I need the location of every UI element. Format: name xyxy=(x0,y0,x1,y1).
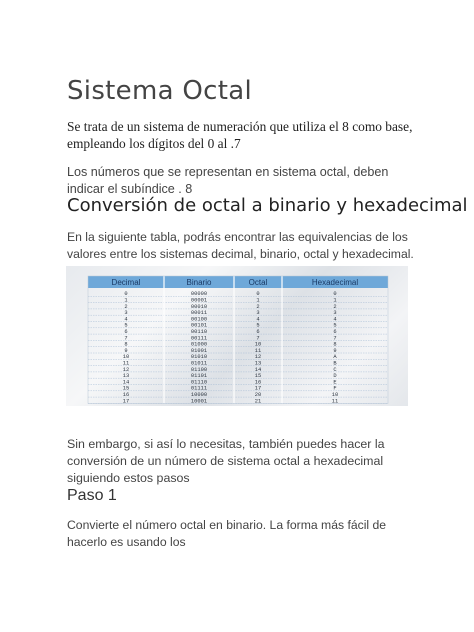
table-cell: 00100 xyxy=(190,316,208,323)
table-cell: 01111 xyxy=(190,385,208,392)
equivalence-table-image xyxy=(66,266,408,406)
table-cell: 5 xyxy=(256,322,260,329)
table-cell: 20 xyxy=(254,392,262,398)
table-cell: 16 xyxy=(122,392,130,398)
table-cell: 1 xyxy=(333,297,337,304)
table-cell: 4 xyxy=(256,316,260,323)
table-cell: 01101 xyxy=(190,373,208,380)
table-cell: 01010 xyxy=(190,354,208,361)
table-cell: 2 xyxy=(333,303,337,310)
table-cell: 00111 xyxy=(190,335,208,342)
table-cell: 17 xyxy=(122,398,130,405)
table-cell: 7 xyxy=(124,335,128,342)
table-cell: 00101 xyxy=(190,322,208,329)
table-cell: 10 xyxy=(254,341,262,348)
table-cell: 9 xyxy=(333,347,337,354)
table-cell: 6 xyxy=(333,329,337,335)
table-cell: 4 xyxy=(124,316,128,323)
table-cell: 00001 xyxy=(190,297,208,304)
table-cell: 10000 xyxy=(190,392,208,398)
subindex-paragraph: Los números que se representan en sistema octal, deben indicar el subíndice . 8 xyxy=(67,165,389,196)
table-header-1: Binario xyxy=(186,278,212,287)
table-border xyxy=(88,276,388,403)
table-cell: 8 xyxy=(124,341,128,348)
table-cell: 5 xyxy=(333,322,337,329)
table-cell: 4 xyxy=(333,316,337,323)
table-header-2: Octal xyxy=(248,278,268,287)
intro-paragraph: Se trata de un sistema de numeración que utiliza el 8 como base, empleando los dígitos del 0 al .7 xyxy=(67,119,413,151)
table-cell: 00110 xyxy=(190,329,208,335)
table-cell: 14 xyxy=(122,379,130,386)
table-cell: 1 xyxy=(256,297,260,304)
table-cell: 12 xyxy=(122,366,130,373)
table-header-3: Hexadecimal xyxy=(311,278,359,287)
table-cell: 11 xyxy=(254,347,262,354)
table-cell: 2 xyxy=(124,303,128,310)
table-cell: 3 xyxy=(256,310,260,317)
table-cell: 14 xyxy=(254,366,262,373)
table-cell: 17 xyxy=(254,385,262,392)
table-cell: 10 xyxy=(122,354,130,361)
table-cell: 0 xyxy=(256,291,260,298)
table-cell: E xyxy=(333,379,337,386)
table-cell: 3 xyxy=(124,310,128,317)
table-cell: 13 xyxy=(254,360,262,367)
sin-embargo-paragraph: Sin embargo, si así lo necesitas, también puedes hacer la conversión de un número de sistema octal a hexadecimal siguiendo estos pasos xyxy=(67,437,385,485)
table-cell: 00000 xyxy=(190,291,208,298)
table-cell: 15 xyxy=(122,385,130,392)
table-cell: A xyxy=(333,354,337,361)
table-intro-paragraph: En la siguiente tabla, podrás encontrar las equivalencias de los valores entre los sistemas decimal, binario, octal y hexadecimal. xyxy=(67,230,414,261)
table-header-0: Decimal xyxy=(111,278,141,287)
table-cell: 01001 xyxy=(190,347,208,354)
table-cell: 00010 xyxy=(190,303,208,310)
table-cell: 13 xyxy=(122,373,130,380)
table-cell: 01110 xyxy=(190,379,208,386)
table-cell: 15 xyxy=(254,373,262,380)
table-cell: 1 xyxy=(124,297,128,304)
table-cell: 10 xyxy=(331,392,339,398)
table-cell: B xyxy=(333,360,337,367)
table-cell: 6 xyxy=(256,329,260,335)
table-cell: 01011 xyxy=(190,360,208,367)
table-cell: 11 xyxy=(331,398,339,405)
table-cell: 9 xyxy=(124,347,128,354)
table-cell: 10001 xyxy=(190,398,208,405)
table-cell: 01100 xyxy=(190,366,208,373)
table-cell: 3 xyxy=(333,310,337,317)
table-cell: C xyxy=(333,366,337,373)
equivalence-table xyxy=(66,266,408,406)
table-cell: 01000 xyxy=(190,341,208,348)
table-cell: 7 xyxy=(256,335,260,342)
table-cell: 21 xyxy=(254,398,262,405)
page-title: Sistema Octal xyxy=(67,76,252,106)
table-cell: 11 xyxy=(122,360,130,367)
step-1-heading: Paso 1 xyxy=(67,487,117,504)
table-cell: 2 xyxy=(256,303,260,310)
conversion-heading: Conversión de octal a binario y hexadecimal xyxy=(67,195,468,216)
table-cell: F xyxy=(333,385,337,392)
table-cell: 12 xyxy=(254,354,262,361)
table-cell: 0 xyxy=(124,291,128,298)
table-cell: 5 xyxy=(124,322,128,329)
table-cell: 8 xyxy=(333,341,337,348)
table-cell: 7 xyxy=(333,335,337,342)
table-cell: 00011 xyxy=(190,310,208,317)
table-cell: D xyxy=(333,373,337,380)
table-cell: 0 xyxy=(333,291,337,298)
table-cell: 6 xyxy=(124,329,128,335)
table-cell: 16 xyxy=(254,379,262,386)
step-1-paragraph: Convierte el número octal en binario. La forma más fácil de hacerlo es usando los xyxy=(67,518,387,549)
